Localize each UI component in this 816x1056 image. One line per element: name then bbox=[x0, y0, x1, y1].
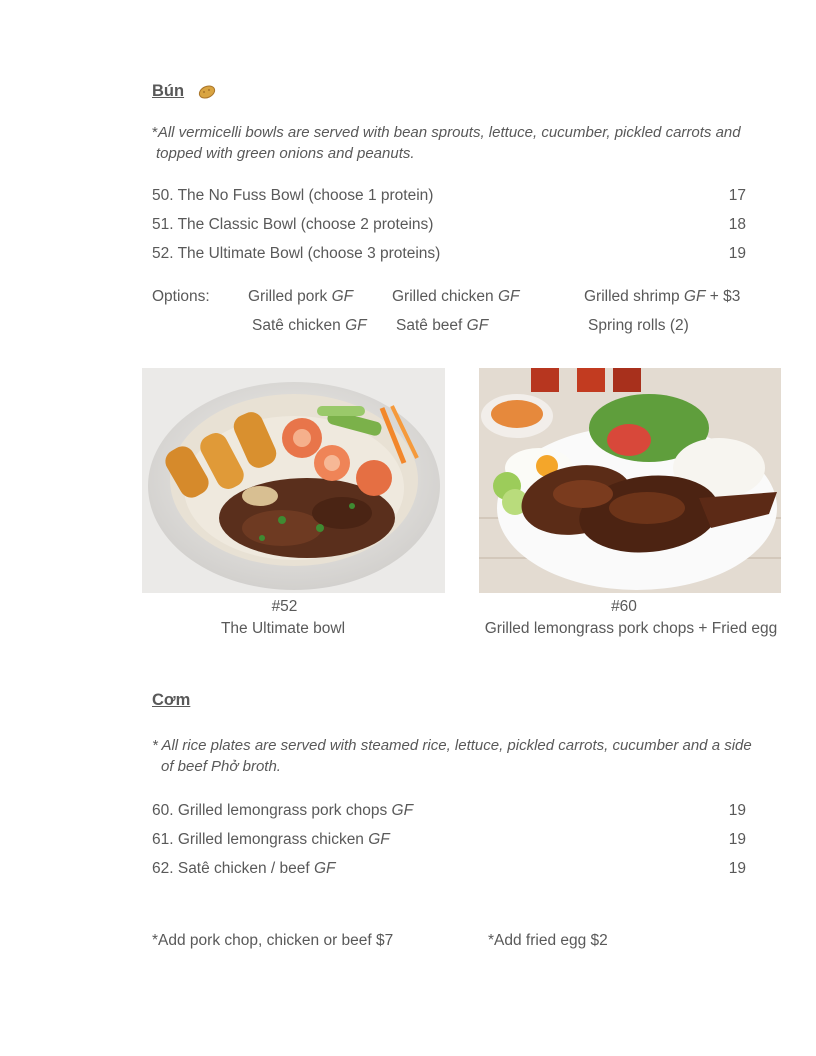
item-name: 62. Satê chicken / beef GF bbox=[152, 860, 336, 877]
photo-pork-chops bbox=[479, 368, 781, 593]
menu-item bbox=[152, 860, 746, 882]
addon-protein: *Add pork chop, chicken or beef $7 bbox=[152, 932, 394, 949]
menu-item bbox=[152, 831, 746, 853]
item-name: 60. Grilled lemongrass pork chops GF bbox=[152, 802, 414, 819]
photo-caption-pork-chops: Grilled lemongrass pork chops + Fried egg bbox=[484, 620, 778, 637]
com-heading: Cơm bbox=[152, 691, 191, 709]
item-price: 18 bbox=[728, 216, 746, 233]
menu-item bbox=[152, 802, 746, 824]
option-spring-rolls: Spring rolls (2) bbox=[588, 317, 689, 334]
photo-ultimate-bowl bbox=[142, 368, 445, 593]
peanut-icon bbox=[196, 83, 218, 101]
item-name: 52. The Ultimate Bowl (choose 3 proteins) bbox=[152, 245, 441, 262]
option-sate-chicken: Satê chicken GF bbox=[252, 317, 367, 334]
menu-item bbox=[152, 216, 746, 238]
item-price: 19 bbox=[728, 860, 746, 877]
options-label: Options: bbox=[152, 288, 210, 305]
item-name: 51. The Classic Bowl (choose 2 proteins) bbox=[152, 216, 434, 233]
menu-item bbox=[152, 245, 746, 267]
bun-note: *All vermicelli bowls are served with bean sprouts, lettuce, cucumber, pickled carrots and topped with green onions and peanuts. bbox=[152, 124, 741, 162]
item-name: 61. Grilled lemongrass chicken GF bbox=[152, 831, 390, 848]
item-name: 50. The No Fuss Bowl (choose 1 protein) bbox=[152, 187, 434, 204]
item-price: 17 bbox=[728, 187, 746, 204]
photo-caption-ultimate-bowl: The Ultimate bowl bbox=[220, 620, 346, 637]
item-price: 19 bbox=[728, 245, 746, 262]
item-price: 19 bbox=[728, 831, 746, 848]
addon-fried-egg: *Add fried egg $2 bbox=[488, 932, 608, 949]
com-note: * All rice plates are served with steamed rice, lettuce, pickled carrots, cucumber and a side of beef Phở broth. bbox=[152, 737, 752, 775]
option-grilled-pork: Grilled pork GF bbox=[248, 288, 354, 305]
photo-number-60: #60 bbox=[611, 598, 637, 615]
bun-heading: Bún bbox=[152, 82, 185, 100]
option-sate-beef: Satê beef GF bbox=[396, 317, 489, 334]
option-grilled-shrimp: Grilled shrimp GF + $3 bbox=[584, 288, 741, 305]
option-grilled-chicken: Grilled chicken GF bbox=[392, 288, 520, 305]
menu-item bbox=[152, 187, 746, 209]
photo-number-52: #52 bbox=[271, 598, 298, 615]
item-price: 19 bbox=[728, 802, 746, 819]
